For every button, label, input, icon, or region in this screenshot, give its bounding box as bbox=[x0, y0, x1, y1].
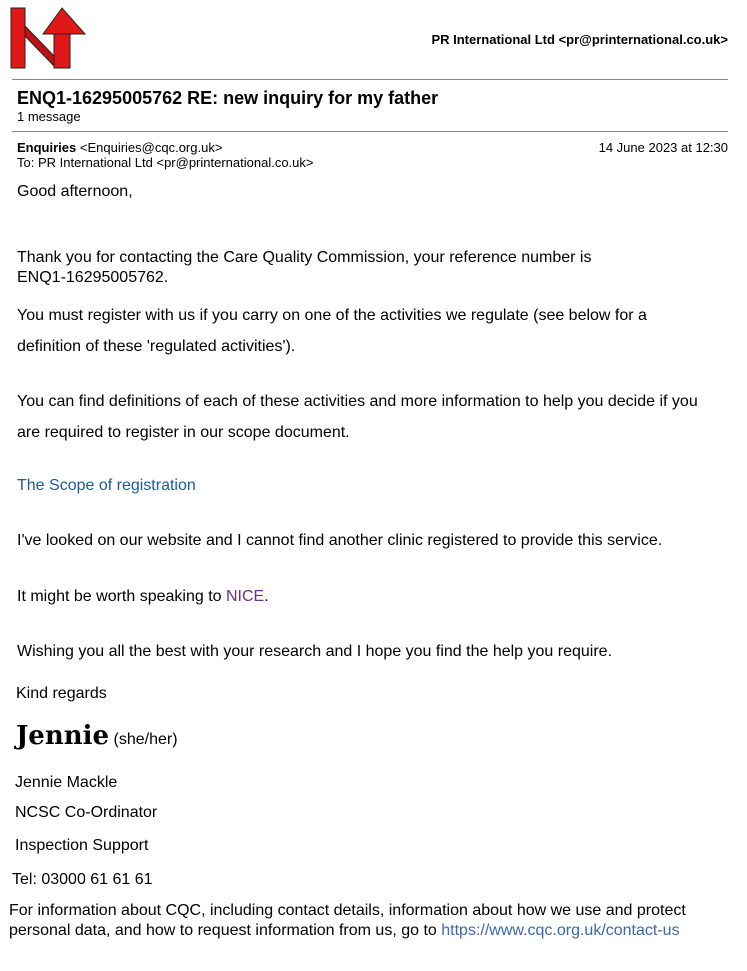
signature-team: Inspection Support bbox=[15, 837, 149, 854]
nice-suffix: . bbox=[264, 588, 269, 605]
email-subject: ENQ1-16295005762 RE: new inquiry for my father bbox=[17, 88, 439, 108]
message-date: 14 June 2023 at 12:30 bbox=[598, 140, 728, 155]
message-count: 1 message bbox=[17, 109, 81, 124]
nice-prefix: It might be worth speaking to bbox=[17, 588, 226, 605]
regards: Kind regards bbox=[16, 685, 107, 702]
nice-link[interactable]: NICE bbox=[226, 588, 265, 605]
signature-tel: Tel: 03000 61 61 61 bbox=[12, 871, 153, 888]
footer-text: For information about CQC, including contact details, information about how we use and protect personal data, and how to request information from us, go to bbox=[9, 902, 686, 939]
greeting: Good afternoon, bbox=[17, 183, 133, 200]
account-label: PR International Ltd <pr@printernational.co.uk> bbox=[431, 32, 728, 47]
divider bbox=[12, 79, 728, 80]
signature-pronouns: (she/her) bbox=[113, 731, 178, 748]
signature-role: NCSC Co-Ordinator bbox=[15, 804, 158, 821]
sender-email: <Enquiries@cqc.org.uk> bbox=[79, 140, 223, 155]
signature-first-name: Jennie bbox=[16, 721, 110, 751]
recipient: To: PR International Ltd <pr@printernational.co.uk> bbox=[17, 155, 314, 170]
looked-paragraph: I've looked on our website and I cannot find another clinic registered to provide this service. bbox=[17, 532, 663, 549]
signature-heading bbox=[16, 721, 178, 751]
thanks-paragraph: Thank you for contacting the Care Quality Commission, your reference number is ENQ1-16295005762. bbox=[17, 249, 592, 286]
nice-paragraph bbox=[17, 587, 269, 607]
company-logo bbox=[9, 6, 89, 70]
scope-link[interactable]: The Scope of registration bbox=[17, 477, 196, 494]
footer-notice bbox=[9, 901, 709, 941]
sender bbox=[17, 140, 222, 155]
wishing-paragraph: Wishing you all the best with your research and I hope you find the help you require. bbox=[17, 643, 613, 660]
contact-us-link[interactable]: https://www.cqc.org.uk/contact-us bbox=[441, 922, 680, 939]
definitions-paragraph: You can find definitions of each of these activities and more information to help you decide if you are required to register in our scope document. bbox=[17, 393, 698, 441]
register-paragraph: You must register with us if you carry on one of the activities we regulate (see below for a definition of these 'regulated activities'). bbox=[17, 307, 647, 355]
sender-name: Enquiries bbox=[17, 140, 77, 155]
divider bbox=[12, 131, 728, 132]
signature-full-name: Jennie Mackle bbox=[15, 774, 118, 791]
